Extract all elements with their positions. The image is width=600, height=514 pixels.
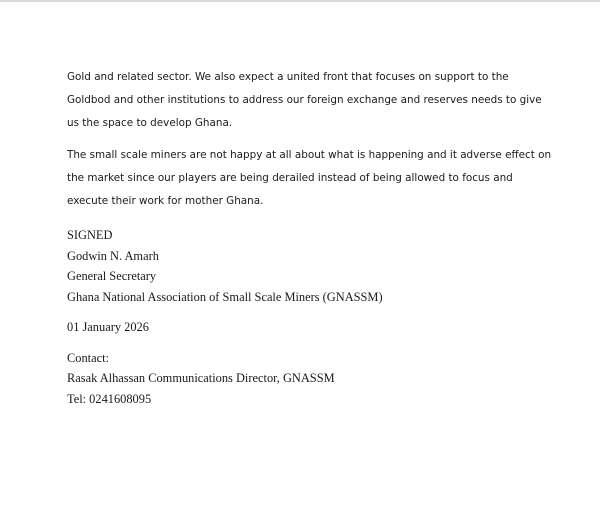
date-text: 01 January 2026 — [67, 320, 149, 334]
signatory-organization: Ghana National Association of Small Scale Miners (GNASSM) — [67, 289, 383, 304]
contact-label: Contact: — [67, 350, 109, 365]
document-date — [67, 317, 567, 338]
paragraph-line: The small scale miners are not happy at all about what is happening and it adverse effect on — [67, 149, 552, 161]
paragraph-line: Goldbod and other institutions to address our foreign exchange and reserves needs to give — [67, 94, 542, 106]
top-border — [0, 0, 600, 2]
signatory-title: General Secretary — [67, 269, 157, 283]
document-page — [67, 66, 567, 409]
signature-block — [67, 225, 567, 307]
signed-label: SIGNED — [67, 228, 113, 242]
contact-block — [67, 348, 567, 410]
paragraph-line: us the space to develop Ghana. — [67, 117, 233, 129]
paragraph-line: the market since our players are being derailed instead of being allowed to focus and — [67, 172, 513, 184]
contact-phone: Tel: 0241608095 — [67, 391, 152, 406]
paragraph-line: Gold and related sector. We also expect a united front that focuses on support to the — [67, 71, 509, 83]
paragraph-line: execute their work for mother Ghana. — [67, 195, 264, 207]
contact-person: Rasak Alhassan Communications Director, GNASSM — [67, 371, 335, 385]
body-paragraph-1 — [67, 66, 567, 135]
body-paragraph-2 — [67, 144, 567, 213]
signatory-name: Godwin N. Amarh — [67, 248, 159, 263]
